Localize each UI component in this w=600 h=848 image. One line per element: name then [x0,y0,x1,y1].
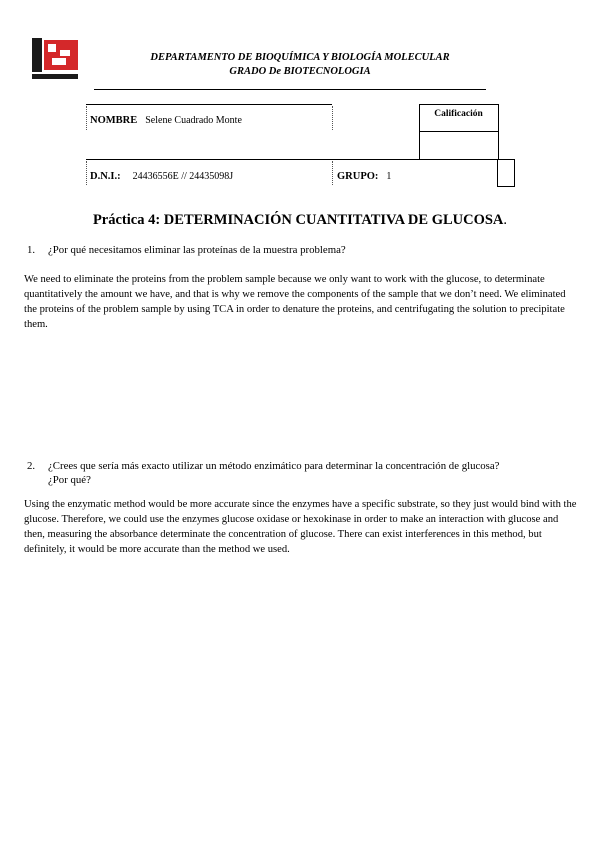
practice-title [0,212,600,229]
group-field [337,166,391,184]
name-field [90,110,242,128]
question-2-text-line2: ¿Por qué? [48,474,91,486]
name-box-left [86,106,87,130]
grade-box-divider [419,131,498,132]
id-row-top [86,159,498,160]
dni-field [90,166,233,184]
practice-title-period: . [503,212,508,228]
university-logo-icon [28,36,82,82]
group-value: 1 [386,171,392,182]
name-box-right [332,106,333,130]
dni-value: 24436556E // 24435098J [132,171,234,182]
group-checkbox [497,159,515,187]
header-rule [94,89,486,90]
dni-box-right [332,161,333,185]
question-2-number: 2. [27,460,36,472]
name-box-top [86,104,332,105]
department-title: DEPARTAMENTO DE BIOQUÍMICA Y BIOLOGÍA MOLECULAR [150,52,450,63]
question-1-text: ¿Por qué necesitamos eliminar las proteínas de la muestra problema? [48,244,346,256]
grade-label: Calificación [434,109,483,119]
university-logo [28,36,82,82]
answer-1-text: We need to eliminate the proteins from the problem sample because we only want to work with the glucose, to determinate quantitatively the amount we have, and that is why we remove the components of the sample that we don’t need. We eliminated the proteins of the problem sample by using TCA in order to denature the proteins, and centrifugating the solution to precipitate them. [24,274,566,330]
name-value: Selene Cuadrado Monte [145,115,242,126]
question-2-text: ¿Crees que sería más exacto utilizar un método enzimático para determinar la concentración de glucosa? [48,460,500,472]
dni-label: D.N.I.: [90,171,121,182]
practice-title-text: Práctica 4: DETERMINACIÓN CUANTITATIVA DE GLUCOSA [92,212,504,228]
dni-box-left [86,161,87,185]
group-label: GRUPO: [337,171,379,182]
degree-title: GRADO De BIOTECNOLOGIA [229,66,371,77]
name-label: NOMBRE [90,115,138,126]
question-1-number: 1. [27,244,36,256]
answer-2-text: Using the enzymatic method would be more accurate since the enzymes have a specific substrate, so they just would bind with the glucose. Therefore, we could use the enzymes glucose oxidase or hexokinase in order to make an interaction with glucose and then, measuring the absorbance determinate the concentration of glucose. There can exist interferences in this method, but definitely, it would be more accurate than the method we used. [24,499,577,555]
